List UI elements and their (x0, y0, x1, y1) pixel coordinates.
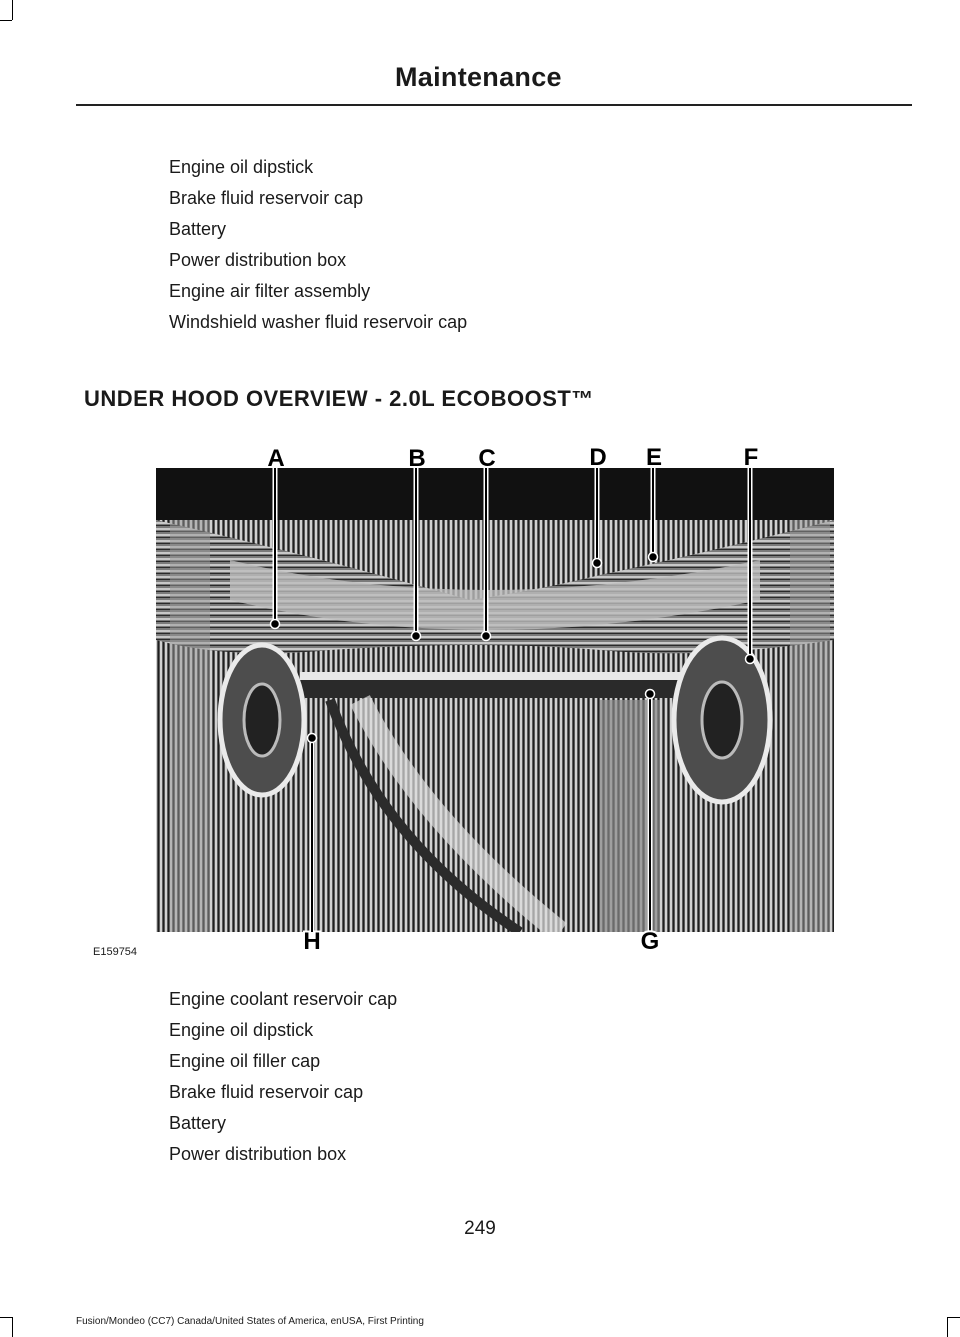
page-number: 249 (464, 1218, 496, 1239)
legend-label: Power distribution box (169, 1144, 347, 1164)
legend-label: Engine oil dipstick (169, 1020, 314, 1040)
page-title-text: Maintenance (395, 62, 562, 92)
callout-label: A (267, 445, 285, 472)
legend-label: Power distribution box (169, 250, 347, 270)
legend-label: Engine oil filler cap (169, 1051, 321, 1071)
publication-footer: Fusion/Mondeo (CC7) Canada/United States of America, enUSA, First Printing (76, 1316, 424, 1327)
crop-mark (0, 20, 12, 21)
engine-bay-figure (0, 430, 960, 970)
callout-label: E (645, 444, 663, 471)
section-heading: UNDER HOOD OVERVIEW - 2.0L ECOBOOST™ (84, 386, 594, 411)
legend-label: Engine air filter assembly (169, 281, 371, 301)
callout-label: F (743, 444, 759, 471)
crop-mark (947, 1317, 960, 1318)
crop-mark (12, 1317, 13, 1337)
figure-code: E159754 (93, 946, 138, 958)
legend-label: Engine coolant reservoir cap (169, 989, 398, 1009)
callout-label: B (408, 445, 426, 472)
legend-label: Engine oil dipstick (169, 157, 314, 177)
callout-label: G (640, 928, 660, 955)
callout-label: H (303, 928, 321, 955)
legend-label: Windshield washer fluid reservoir cap (169, 312, 468, 332)
crop-mark (947, 1317, 948, 1337)
engine-photo (156, 468, 834, 932)
callout-label: D (589, 444, 607, 471)
legend-label: Battery (169, 1113, 227, 1133)
title-divider (76, 104, 912, 106)
legend-label: Brake fluid reservoir cap (169, 188, 364, 208)
crop-mark (0, 1317, 12, 1318)
crop-mark (12, 0, 13, 20)
callout-label: C (478, 445, 496, 472)
legend-label: Battery (169, 219, 227, 239)
legend-label: Brake fluid reservoir cap (169, 1082, 364, 1102)
